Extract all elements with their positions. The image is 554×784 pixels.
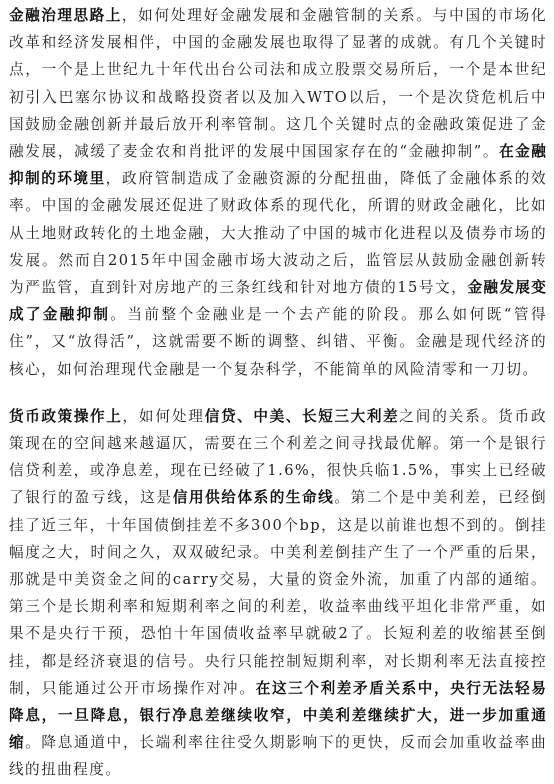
text-segment: 。第二个是中美利差，已经倒挂了近三年，十年国债倒挂差不多300个bp，这是以前谁也想不到的。倒挂幅度之大，时间之久，双双破纪录。中美利差倒挂产生了一个严重的后果，那就是中美资金之间的carry交易，大量的资金外流，加重了内部的通缩。第三个是长期利率和短期利率之间的利差，收益率曲线平坦化非常严重，如果不是央行干预，恐怕十年国债收益率早就破2了。长短利差的收缩甚至倒挂，都是经济衰退的信号。央行只能控制短期利率，对长期利率无法直接控制，只能通过公开市场操作对冲。 [9, 489, 547, 697]
emphasis-rate-cut-dilemma: 在这三个利差矛盾关系中，央行无法轻易降息，一旦降息，银行净息差继续收窄，中美利差继续扩大，进一步加重通缩 [9, 679, 547, 752]
paragraph-monetary-policy [9, 403, 547, 784]
text-segment: 。降息通道中，长端利率往往受久期影响下的更快，反而会加重收益率曲线的扭曲程度。 [9, 734, 548, 779]
emphasis-three-spreads: 信贷、中美、长短三大利差 [204, 407, 400, 425]
heading-monetary-policy: 货币政策操作上 [9, 407, 123, 425]
heading-financial-governance: 金融治理思路上 [9, 7, 122, 24]
text-segment: ，如何处理好金融发展和金融管制的关系。与中国的市场化改革和经济发展相伴，中国的金融发展也取得了显著的成就。有几个关键时点，一个是上世纪九十年代出台公司法和成立股票交易所后，一个是本世纪初引入巴塞尔协议和战略投资者以及加入WTO以后，一个是次贷危机后中国鼓励金融创新并最后放开利率管制。这几个关键时点的金融政策促进了金融发展，减缓了麦金农和肖批评的发展中国国家存在的“金融抑制”。 [9, 7, 547, 161]
emphasis-development-to-repression: 金融发展变成了金融抑制 [9, 279, 547, 324]
text-segment: ，如何处理 [122, 407, 205, 425]
paragraph-financial-governance [9, 2, 547, 383]
emphasis-credit-lifeline: 信用供给体系的生命线 [172, 489, 335, 507]
text-segment: ，政府管制造成了金融资源的分配扭曲，降低了金融体系的效率。中国的金融发展还促进了财政体系的现代化，所谓的财政金融化，比如从土地财政转化的土地金融，大大推动了中国的城市化进程以及债券市场的发展。然而自2015年中国金融市场大波动之后，监管层从鼓励金融创新转为严监管，直到针对房地产的三条红线和针对地方债的15号文， [9, 170, 548, 297]
text-segment: 。当前整个金融业是一个去产能的阶段。那么如何既“管得住”，又“放得活”，这就需要不断的调整、纠错、平衡。金融是现代经济的核心，如何治理现代金融是一个复杂科学，不能简单的风险清零和一刀切。 [9, 306, 547, 378]
text-segment: 之间的关系。货币政策现在的空间越来越逼仄，需要在三个利差之间寻找最优解。第一个是银行信贷利差，或净息差，现在已经破了1.6%，很快兵临1.5%，事实上已经破了银行的盈亏线，这是 [9, 407, 547, 507]
emphasis-financial-repression-env: 在金融抑制的环境里 [9, 143, 547, 188]
